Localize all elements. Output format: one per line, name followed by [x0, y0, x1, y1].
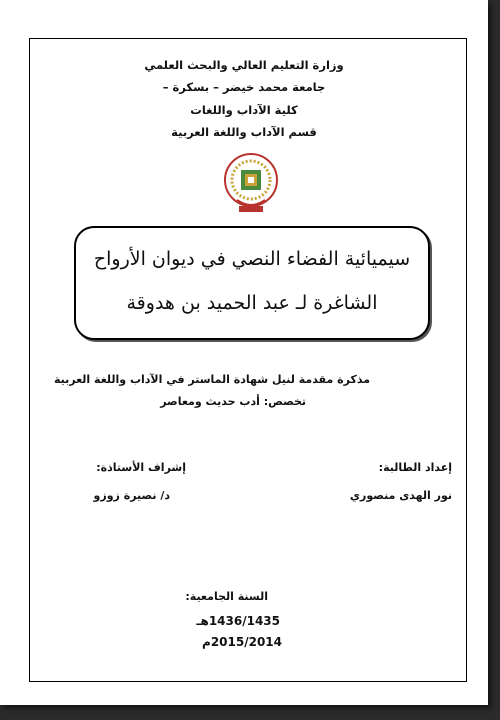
ministry-name: وزارة التعليم العالي والبحث العلمي	[144, 58, 344, 72]
department-name: قسم الآداب واللغة العربية	[171, 125, 317, 139]
thesis-title-line-2: الشاغرة لـ عبد الحميد بن هدوقة	[126, 292, 378, 314]
faculty-name: كلية الآداب واللغات	[190, 103, 298, 117]
student-name: نور الهدى منصوري	[349, 489, 452, 502]
academic-year-label: السنة الجامعية:	[185, 590, 268, 603]
supervisor-name: د/ نصيرة زوزو	[93, 489, 170, 502]
academic-year-hijri: 1436/1435هـ	[196, 614, 280, 628]
university-name: جامعة محمد خيضر – بسكرة –	[162, 80, 326, 94]
student-label: إعداد الطالبة:	[378, 461, 452, 474]
thesis-title-line-1: سيميائية الفضاء النصي في ديوان الأرواح	[93, 248, 411, 270]
thesis-purpose: مذكرة مقدمة لنيل شهادة الماستر في الآداب واللغة العربية	[53, 373, 370, 386]
academic-year-gregorian: 2015/2014م	[202, 635, 282, 649]
university-logo-icon	[223, 152, 279, 214]
thesis-specialty: تخصص: أدب حديث ومعاصر	[160, 395, 306, 408]
thesis-title-box	[74, 226, 430, 340]
supervisor-label: إشراف الأستاذة:	[96, 461, 186, 474]
